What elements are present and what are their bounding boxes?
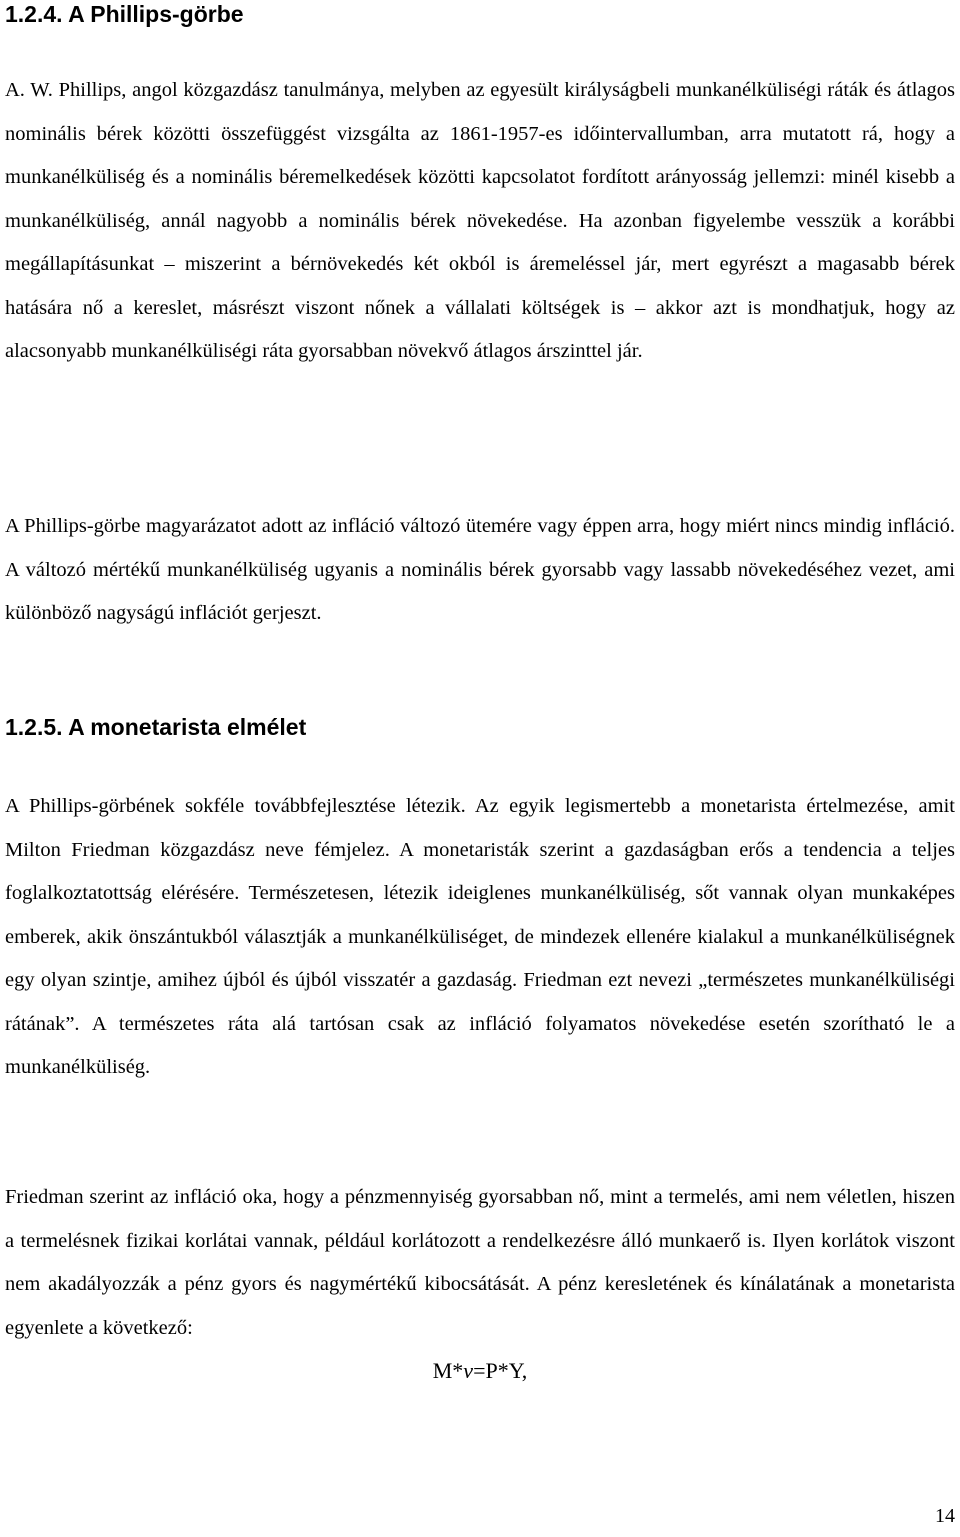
equation-money-demand — [5, 1356, 955, 1386]
section-heading-phillips: 1.2.4. A Phillips-görbe — [5, 1, 244, 27]
page-number: 14 — [935, 1505, 955, 1527]
equation-part-v: v — [463, 1358, 474, 1383]
paragraph-phillips-intro: A. W. Phillips, angol közgazdász tanulmánya, melyben az egyesült királyságbeli munkanélküliségi ráták és átlagos nominális bérek közötti összefüggést vizsgálta az 1861-1957-es időintervallumban, arra mutatott rá, hogy a munkanélküliség és a nominális béremelkedések közötti kapcsolatot fordított arányosság jellemzi: minél kisebb a munkanélküliség, annál nagyobb a nominális bérek növekedése. Ha azonban figyelembe vesszük a korábbi megállapításunkat – miszerint a bérnövekedés két okból is áremeléssel jár, mert egyrészt a magasabb bérek hatására nő a kereslet, másrészt viszont nőnek a vállalati költségek is – akkor azt is mondhatjuk, hogy az alacsonyabb munkanélküliségi ráta gyorsabban növekvő átlagos árszinttel jár. — [5, 79, 955, 362]
paragraph-friedman-inflation: Friedman szerint az infláció oka, hogy a pénzmennyiség gyorsabban nő, mint a termelés, ami nem véletlen, hiszen a termelésnek fizikai korlátai vannak, például korlátozott a rendelkezésre álló munkaerő is. Ilyen korlátok viszont nem akadályozzák a pénz gyors és nagymértékű kibocsátását. A pénz keresletének és kínálatának a monetarista egyenlete a következő: — [5, 1186, 955, 1339]
section-heading-monetarist: 1.2.5. A monetarista elmélet — [5, 714, 307, 740]
paragraph-monetarist-intro: A Phillips-görbének sokféle továbbfejlesztése létezik. Az egyik legismertebb a monetarista értelmezése, amit Milton Friedman közgazdász neve fémjelez. A monetaristák szerint a gazdaságban erős a tendencia a teljes foglalkoztatottság elérésére. Természetesen, létezik ideiglenes munkanélküliség, sőt vannak olyan munkaképes emberek, akik önszántukból választják a munkanélküliséget, de mindezek ellenére kialakul a munkanélküliségnek egy olyan szintje, amihez újból és újból visszatér a gazdaság. Friedman ezt nevezi „természetes munkanélküliségi rátának”. A természetes ráta alá tartósan csak az infláció folyamatos növekedése esetén szorítható le a munkanélküliség. — [5, 795, 955, 1078]
equation-part-m: M* — [432, 1358, 464, 1383]
paragraph-phillips-explanation: A Phillips-görbe magyarázatot adott az infláció változó ütemére vagy éppen arra, hogy miért nincs mindig infláció. A változó mértékű munkanélküliség ugyanis a nominális bérek gyorsabb vagy lassabb növekedéséhez vezet, ami különböző nagyságú inflációt gerjeszt. — [5, 515, 955, 624]
equation-part-py: =P*Y, — [473, 1358, 528, 1383]
